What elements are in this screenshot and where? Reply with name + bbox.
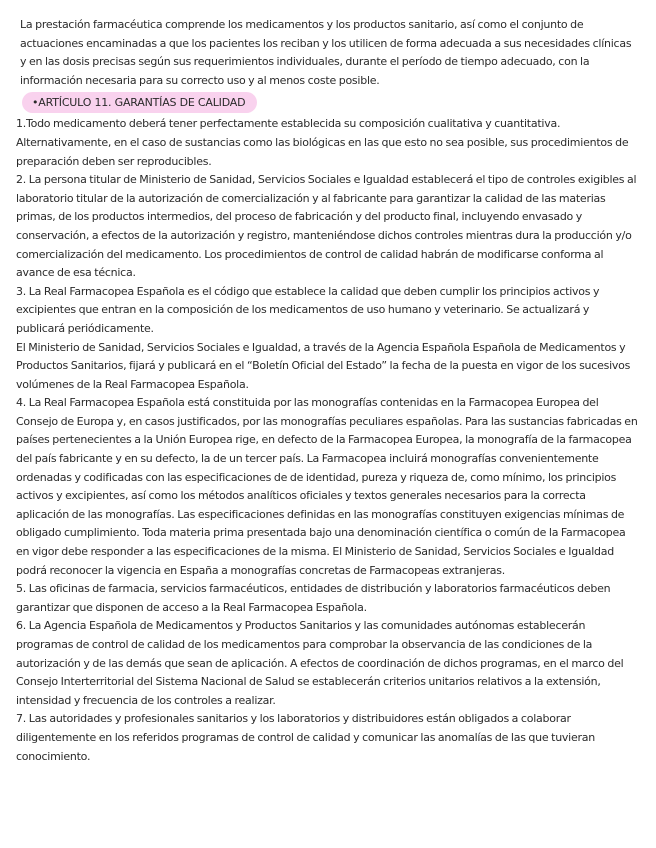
paragraph-4: 4. La Real Farmacopea Española está constituida por las monografías contenidas en la Farmacopea Europea del Consejo de Europa y, en casos justificados, por las monografías peculiares españolas. Para las sustancias fabricadas en países pertenecientes a la Unión Europea rige, en defecto de la Farmacopea Europea, la monografía de la farmacopea del país fabricante y en su defecto, la de un tercer país. La Farmacopea incluirá monografías convenientemente ordenadas y codificadas con las especificaciones de de identidad, pureza y riqueza de, como mínimo, los principios activos y excipientes, así como los métodos analíticos oficiales y textos generales necesarios para la correcta aplicación de las monografías. Las especificaciones definidas en las monografías constituyen exigencias mínimas de obligado cumplimiento. Toda materia prima presentada bajo una denominación científica o común de la Farmacopea en vigor debe responder a las especificaciones de la misma. El Ministerio de Sanidad, Servicios Sociales e Igualdad podrá reconocer la vigencia en España a monografías concretas de Farmacopeas extranjeras.: [16, 396, 638, 577]
paragraph-6: 6. La Agencia Española de Medicamentos y Productos Sanitarios y las comunidades autónomas establecerán programas de control de calidad de los medicamentos para comprobar la observancia de las condiciones de la autorización y de las demás que sean de aplicación. A efectos de coordinación de dichos programas, en el marco del Consejo Interterritorial del Sistema Nacional de Salud se establecerán criterios unitarios relativos a la extensión, intensidad y frecuencia de los controles a realizar.: [16, 619, 624, 707]
article-heading: •ARTÍCULO 11. GARANTÍAS DE CALIDAD: [22, 92, 257, 113]
paragraph-2: 2. La persona titular de Ministerio de Sanidad, Servicios Sociales e Igualdad establecerá el tipo de controles exigibles al laboratorio titular de la autorización de comercialización y al fabricante para garantizar la calidad de las materias primas, de los productos intermedios, del proceso de fabricación y del producto final, incluyendo envasado y conservación, a efectos de la autorización y registro, manteniéndose dichos controles mientras dura la producción y/o comercialización del medicamento. Los procedimientos de control de calidad habrán de modificarse conforma al avance de esa técnica.: [16, 173, 637, 280]
paragraph-3: 3. La Real Farmacopea Española es el código que establece la calidad que deben cumplir los principios activos y excipientes que entran en la composición de los medicamentos de uso humano y veterinario. Se actualizará y publicará periódicamente.: [16, 284, 600, 335]
paragraph-1: 1.Todo medicamento deberá tener perfectamente establecida su composición cualitativa y cuantitativa. Alternativamente, en el caso de sustancias como las biológicas en las que esto no sea posible, sus procedimientos de preparación deben ser reproducibles.: [16, 117, 629, 168]
paragraph-5: 5. Las oficinas de farmacia, servicios farmacéuticos, entidades de distribución y laboratorios farmacéuticos deben garantizar que disponen de acceso a la Real Farmacopea Española.: [16, 582, 611, 614]
paragraph-3-continued: El Ministerio de Sanidad, Servicios Sociales e Igualdad, a través de la Agencia Española Española de Medicamentos y Productos Sanitarios, fijará y publicará en el “Boletín Oficial del Estado” la fecha de la puesta en vigor de los sucesivos volúmenes de la Real Farmacopea Española.: [16, 340, 631, 391]
intro-paragraph: La prestación farmacéutica comprende los medicamentos y los productos sanitario, así como el conjunto de actuaciones encaminadas a que los pacientes los reciban y los utilicen de forma adecuada a sus necesidades clínicas y en las dosis precisas según sus requerimientos individuales, durante el período de tiempo adecuado, con la información necesaria para su correcto uso y al menos coste posible.: [20, 18, 632, 87]
paragraph-7: 7. Las autoridades y profesionales sanitarios y los laboratorios y distribuidores están obligados a colaborar diligentemente en los referidos programas de control de calidad y comunicar las anomalías de las que tuvieran conocimiento.: [16, 712, 595, 763]
